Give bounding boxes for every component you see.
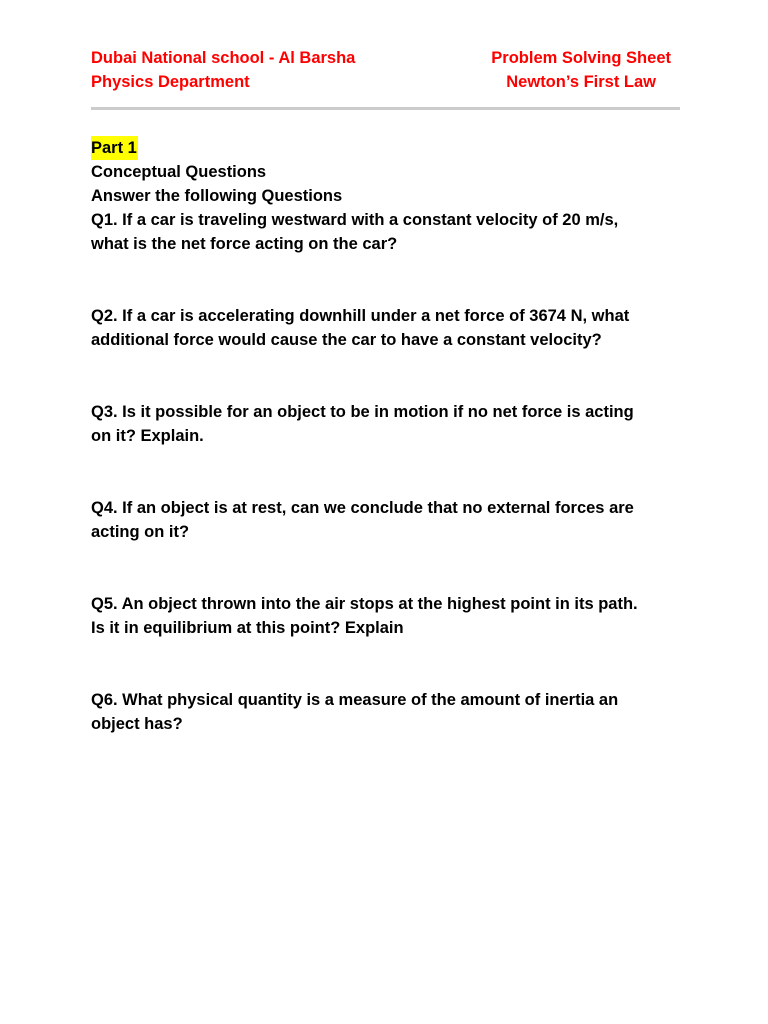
question-line: Q2. If a car is accelerating downhill under a net force of 3674 N, what xyxy=(91,307,630,325)
part-label: Part 1 xyxy=(91,136,138,160)
header-right-block xyxy=(491,46,671,94)
question-line: Q3. Is it possible for an object to be in motion if no net force is acting xyxy=(91,403,634,421)
question-4 xyxy=(91,496,691,544)
department-name: Physics Department xyxy=(91,73,250,91)
sheet-topic: Newton’s First Law xyxy=(506,73,657,91)
worksheet-content xyxy=(91,136,691,784)
question-line: additional force would cause the car to have a constant velocity? xyxy=(91,331,602,349)
page-header xyxy=(91,46,681,96)
header-divider xyxy=(91,107,680,110)
header-left-block xyxy=(91,46,355,94)
section-instruction: Answer the following Questions xyxy=(91,187,343,205)
question-line: on it? Explain. xyxy=(91,427,204,445)
question-line: acting on it? xyxy=(91,523,190,541)
question-1 xyxy=(91,208,691,256)
question-line: Q4. If an object is at rest, can we conclude that no external forces are xyxy=(91,499,634,517)
question-line: Q5. An object thrown into the air stops at the highest point in its path. xyxy=(91,595,638,613)
school-name: Dubai National school - Al Barsha xyxy=(91,49,356,67)
question-5 xyxy=(91,592,691,640)
question-3 xyxy=(91,400,691,448)
question-line: Is it in equilibrium at this point? Explain xyxy=(91,619,404,637)
sheet-type: Problem Solving Sheet xyxy=(491,49,671,67)
part-heading-row xyxy=(91,136,691,160)
question-line: Q6. What physical quantity is a measure of the amount of inertia an xyxy=(91,691,619,709)
question-line: what is the net force acting on the car? xyxy=(91,235,398,253)
question-6 xyxy=(91,688,691,736)
question-line: Q1. If a car is traveling westward with a constant velocity of 20 m/s, xyxy=(91,211,619,229)
section-subtitle: Conceptual Questions xyxy=(91,163,267,181)
question-line: object has? xyxy=(91,715,183,733)
question-2 xyxy=(91,304,691,352)
